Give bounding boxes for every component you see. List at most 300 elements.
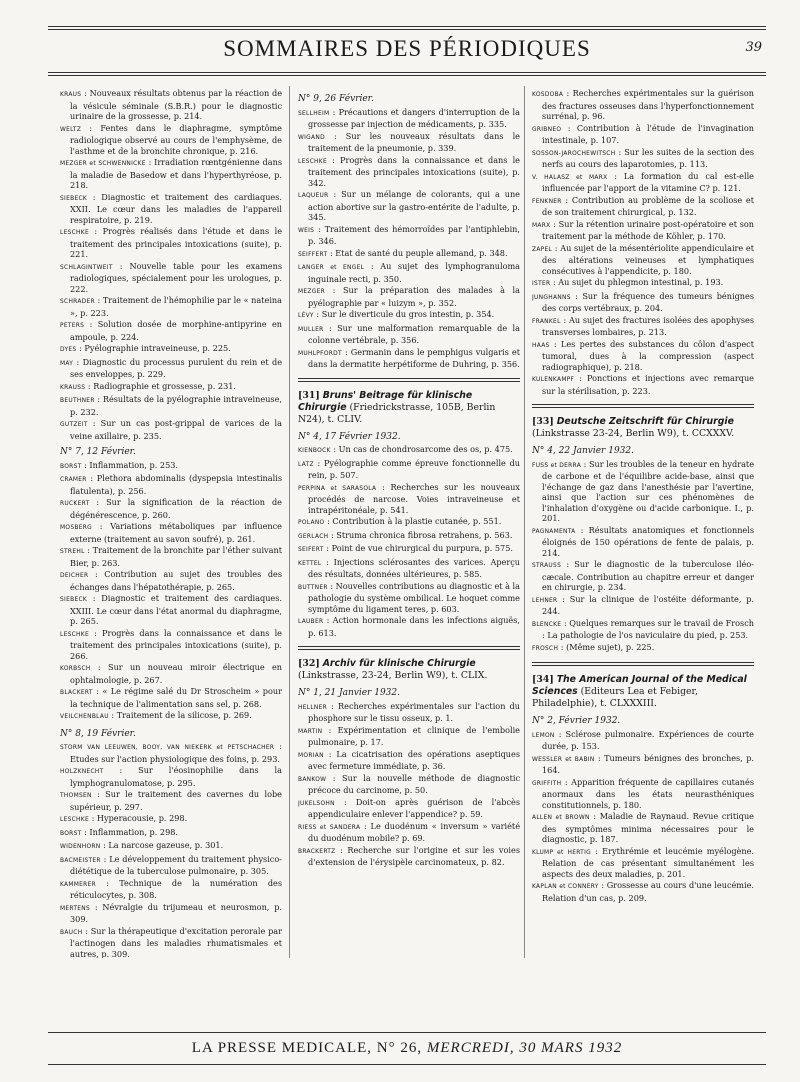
article-entry: [60, 878, 282, 901]
article-entry: [532, 594, 754, 617]
article-author: MEZGER et SCHWENNICKE: [60, 161, 146, 167]
article-title: : Grossesse au cours d'une leucémie. Relation d'un cas, p. 209.: [542, 880, 754, 903]
article-entry: [298, 131, 520, 154]
article-author: STRAUSS: [532, 563, 562, 569]
article-author: KAPLAN et CONNERY: [532, 884, 599, 890]
journal-number: [34]: [532, 674, 554, 685]
article-author: SOSSON-JAROCHEWITSCH: [532, 150, 616, 157]
article-author: MARTIN: [298, 728, 323, 735]
article-entry: [298, 845, 520, 868]
article-title: : Résultats anatomiques et fonctionnels éloignés de 150 opérations de fente de palais, p. 214.: [542, 524, 754, 558]
article-title: : « Le régime salé du Dr Stroscheim » pour la technique de l'alimentation sans sel, p. 268.: [70, 686, 282, 709]
article-entry: [60, 593, 282, 627]
article-entry: [60, 686, 282, 709]
article-entry: [60, 460, 282, 473]
article-entry: [532, 618, 754, 641]
article-title: : Action hormonale dans les infections aiguës, p. 613.: [308, 615, 520, 638]
footer-rule: [48, 1064, 766, 1065]
article-entry: [298, 543, 520, 556]
article-title: : Traitement de la silicose, p. 269.: [108, 710, 252, 720]
article-entry: [532, 459, 754, 524]
article-title: : Germanin dans le pemphigus vulgaris et dans la dermatite herpétiforme de Duhring, p. 356.: [308, 346, 520, 369]
article-author: SEIFERT: [298, 547, 324, 553]
article-title: : Apparition fréquente de capillaires cutanés anormaux dans les états neurasthéniques constitutionnels, p. 180.: [542, 776, 754, 810]
article-entry: [60, 741, 282, 764]
article-author: LESCHKE: [60, 817, 89, 823]
article-entry: [532, 880, 754, 903]
article-title: : Sur un mélange de colorants, qui a une action abortive sur la gastro-entérite de l'adulte, p. 345.: [308, 189, 520, 222]
article-title: : Technique de la numération des réticulocytes, p. 308.: [70, 877, 282, 900]
article-author: KULENKAMPF: [532, 377, 575, 383]
article-entry: [532, 291, 754, 314]
article-entry: [532, 753, 754, 776]
article-author: PETERS: [60, 323, 85, 329]
article-entry: [60, 357, 282, 380]
article-title: : Le développement du traitement physico-diététique de la tuberculose pulmonaire, p. 305.: [70, 853, 282, 876]
article-author: RUCKERT: [60, 501, 90, 507]
header-rule: [48, 72, 766, 73]
article-title: : Névralgie du trijumeau et neurosmon, p. 309.: [70, 901, 282, 924]
article-author: DEICHER: [60, 573, 89, 579]
article-title: : Contribution au problème de la scoliose et de son traitement chirurgical, p. 132.: [542, 194, 754, 217]
article-author: MERTENS: [60, 905, 91, 912]
article-entry: [532, 525, 754, 559]
article-entry: [60, 319, 282, 342]
article-title: : Point de vue chirurgical du purpura, p. 575.: [323, 543, 513, 553]
issue-heading: N° 9, 26 Février.: [298, 94, 374, 104]
article-author: SCHRADER: [60, 299, 95, 305]
article-entry: [60, 123, 282, 157]
issue-heading: N° 4, 22 Janvier 1932.: [532, 446, 634, 456]
column-1: [60, 88, 282, 958]
article-title: : Erythrémie et leucémie myélogène. Relation de cas présentant simultanément les aspects des deux maladies, p. 201.: [542, 845, 754, 879]
article-entry: [532, 88, 754, 122]
article-author: KLUMP et HERTIG: [532, 849, 591, 856]
article-title: : Diagnostic et traitement des cardiaques. XXII. Le cœur dans les maladies de l'appareil respiratoire, p. 219.: [70, 191, 282, 225]
article-title: : Sur la rétention urinaire post-opératoire et son traitement par la méthode de Köhler, p. 170.: [542, 218, 754, 241]
article-entry: [60, 827, 282, 840]
article-entry: [298, 261, 520, 284]
article-entry: [532, 219, 754, 242]
header-rule: [48, 75, 766, 76]
article-entry: [60, 473, 282, 496]
article-author: WESSLER et BABIN: [532, 756, 595, 763]
article-author: FRANKEL: [532, 318, 561, 325]
article-title: : Sur la signification de la réaction de dégénérescence, p. 260.: [70, 497, 282, 520]
article-author: JUNGHANNS: [532, 294, 571, 301]
article-author: LATZ: [298, 461, 314, 468]
article-author: KRAUSS: [60, 384, 86, 391]
article-entry: [60, 628, 282, 662]
article-author: GRIBNEO: [532, 126, 562, 133]
article-author: CRAMER: [60, 477, 87, 483]
article-entry: [60, 569, 282, 592]
article-entry: [298, 189, 520, 223]
article-title: : Contribution à l'étude de l'invagination intestinale, p. 107.: [542, 122, 754, 145]
article-title: : Sur un nouveau miroir électrique en ophtalmologie, p. 267.: [70, 662, 282, 685]
article-title: : Contribution à la plastie cutanée, p. 551.: [324, 516, 502, 526]
article-entry: [298, 107, 520, 130]
journal-heading: [298, 658, 520, 682]
issue-heading: N° 4, 17 Février 1932.: [298, 431, 401, 442]
article-entry: [532, 123, 754, 146]
article-title: : Expérimentation et clinique de l'embolie pulmonaire, p. 17.: [308, 724, 520, 747]
article-entry: [298, 248, 520, 261]
section-rule: [298, 378, 520, 382]
article-title: : Recherche sur l'origine et sur les voies d'extension de l'érysipèle carcinomateux, p. 82.: [308, 844, 520, 867]
article-author: SIEBECK: [60, 195, 88, 202]
article-author: MUHLPFORDT: [298, 350, 342, 357]
journal-details: (Linkstrasse 23-24, Berlin W9), t. CCXXXV.: [532, 428, 735, 439]
article-title: : Struma chronica fibrosa retrahens, p. 563.: [328, 529, 513, 540]
footer-journal: LA PRESSE MEDICALE,: [191, 1040, 373, 1056]
article-title: : Traitement des hémorroïdes par l'antiphlebin, p. 346.: [308, 223, 520, 246]
article-title: : Etudes sur l'action physiologique des foins, p. 293.: [70, 741, 282, 764]
article-author: MOSBERG: [60, 525, 92, 531]
article-title: : Progrès réalisés dans l'étude et dans le traitement des principales intoxications (suite), p. 221.: [70, 226, 282, 259]
article-author: BLENCKE: [532, 621, 562, 628]
article-author: BORST: [60, 463, 82, 470]
section-rule: [532, 662, 754, 666]
article-author: MEZGER: [298, 289, 326, 295]
article-entry: [298, 309, 520, 322]
article-author: PAGNAMENTA: [532, 528, 576, 535]
page-footer: [48, 1040, 766, 1057]
footer-date: 30 MARS 1932: [519, 1040, 623, 1056]
article-entry: [532, 642, 754, 655]
article-title: : Recherches expérimentales sur l'action du phosphore sur le tissu osseux, p. 1.: [308, 700, 520, 723]
article-author: WIGAND: [298, 134, 325, 141]
article-entry: [60, 926, 282, 959]
journal-heading: [532, 416, 754, 440]
article-entry: [60, 418, 282, 441]
article-entry: [298, 224, 520, 247]
article-author: STREHL: [60, 549, 85, 555]
article-title: : Un cas de chondrosarcome des os, p. 475.: [330, 444, 513, 454]
article-title: : Doit-on après guérison de l'abcès appendiculaire enlever l'appendice? p. 59.: [308, 796, 520, 819]
article-entry: [298, 285, 520, 308]
article-entry: [532, 811, 754, 845]
article-title: : Sur le diverticule du gros intestin, p. 354.: [313, 309, 495, 319]
article-title: : Au sujet des fractures isolées des apophyses transverses lombaires, p. 213.: [542, 314, 754, 337]
article-entry: [298, 458, 520, 481]
article-entry: [60, 521, 282, 544]
article-title: : Progrès dans la connaissance et dans le traitement des principales intoxications (suite), p. 342.: [308, 154, 520, 188]
article-title: : (Même sujet), p. 225.: [558, 641, 655, 652]
article-title: : Plethora abdominalis (dyspepsia intestinalis flatulenta), p. 256.: [70, 473, 282, 496]
article-author: ALLEN et BROWN: [532, 815, 590, 821]
article-author: BEUTHNER: [60, 398, 95, 404]
article-entry: [60, 157, 282, 191]
article-entry: [532, 777, 754, 811]
journal-heading: [298, 390, 520, 426]
article-entry: [298, 482, 520, 516]
article-title: : Résultats de la pyélographie intraveineuse, p. 232.: [70, 394, 282, 417]
article-entry: [60, 765, 282, 788]
article-author: HAAS: [532, 342, 550, 349]
article-entry: [298, 749, 520, 772]
article-title: : Injections sclérosantes des varices. Aperçu des résultats, données ultérieures, p. 585.: [308, 556, 520, 579]
article-title: : La formation du cal est-elle influencée par l'apport de la vitamine C? p. 121.: [542, 170, 754, 193]
article-entry: [60, 88, 282, 122]
page-title: SOMMAIRES DES PÉRIODIQUES: [223, 36, 591, 61]
article-entry: [298, 530, 520, 543]
article-title: : Nouvelles contributions au diagnostic et à la pathologie du système ombilical. Le hoquet comme symptôme du ligament teres, p. 603.: [308, 580, 520, 614]
issue-heading: N° 2, Février 1932.: [532, 716, 621, 726]
article-author: BLACKERT: [60, 690, 93, 696]
article-title: : Radiographie et grossesse, p. 231.: [85, 380, 236, 391]
article-title: : Sur une malformation remarquable de la colonne vertébrale, p. 356.: [308, 322, 520, 345]
top-rule: [48, 26, 766, 27]
article-author: V. HALASZ et MARX: [532, 174, 608, 181]
article-entry: [60, 261, 282, 295]
article-entry: [60, 789, 282, 812]
article-entry: [298, 347, 520, 370]
article-entry: [532, 147, 754, 170]
article-title: : Progrès dans la connaissance et dans le traitement des principales intoxications (suite), p. 266.: [70, 627, 282, 661]
article-author: THOMSEN: [60, 793, 92, 799]
article-title: : Sur les nouveaux résultats dans le traitement de la pneumonie, p. 339.: [308, 130, 520, 153]
article-author: HELLNER: [298, 704, 328, 711]
article-title: : Sur le traitement des cavernes du lobe supérieur, p. 297.: [70, 789, 282, 812]
article-author: WELTZ: [60, 126, 82, 133]
article-title: : Maladie de Raynaud. Revue critique des symptômes minima nécessaires pour le diagnostic, p. 187.: [542, 811, 754, 844]
article-author: GRIFFITH: [532, 780, 562, 787]
journal-details: (Friedrickstrasse, 105B, Berlin N24), t. CLIV.: [298, 401, 496, 425]
article-entry: [60, 497, 282, 520]
article-title: : Sclérose pulmonaire. Expériences de courte durée, p. 153.: [542, 728, 754, 751]
article-entry: [60, 813, 282, 826]
article-author: BUTTNER: [298, 584, 328, 591]
article-author: MULLER: [298, 326, 324, 333]
article-author: FROSCH: [532, 645, 559, 652]
article-entry: [532, 315, 754, 338]
article-title: : Variations métaboliques par influence externe (traitement au savon soufré), p. 261.: [70, 521, 282, 544]
article-author: LESCHKE: [60, 230, 89, 236]
article-title: : Diagnostic et traitement des cardiaques. XXIII. Le cœur dans l'état anormal du diaphragme, p. 265.: [70, 593, 282, 626]
article-author: LAUBER: [298, 619, 324, 625]
article-title: : Solution dosée de morphine-antipyrine en ampoule, p. 224.: [70, 319, 282, 342]
article-title: : Nouveaux résultats obtenus par la réaction de la vésicule séminale (S.B.R.) pour le diagnostic urinaire de la grossesse, p. 214.: [70, 88, 282, 121]
top-rule: [48, 29, 766, 30]
article-author: MAY: [60, 360, 74, 367]
article-title: : Fentes dans le diaphragme, symptôme radiologique observé au cours de l'emphysème, de l'asthme et de la bronchite chronique, p. 216.: [70, 122, 282, 156]
article-author: MARX: [532, 222, 551, 229]
column-divider: [289, 86, 290, 958]
article-author: LÉVY: [298, 313, 314, 319]
article-author: KRAUS: [60, 92, 82, 98]
article-title: : Sur un cas post-grippal de varices de la veine axillaire, p. 235.: [70, 418, 282, 441]
article-entry: [298, 557, 520, 580]
article-title: : Pyélographie comme épreuve fonctionnelle du rein, p. 507.: [308, 457, 520, 480]
article-author: FENKNER: [532, 198, 562, 205]
journal-name: Archiv für klinische Chirurgie: [322, 658, 476, 669]
article-title: : Etat de santé du peuple allemand, p. 348.: [327, 247, 508, 258]
article-entry: [532, 171, 754, 194]
page-number: 39: [745, 40, 762, 55]
article-entry: [298, 725, 520, 748]
journal-number: [32]: [298, 658, 320, 669]
article-entry: [298, 615, 520, 638]
article-entry: [532, 243, 754, 277]
article-entry: [298, 155, 520, 189]
section-rule: [532, 404, 754, 408]
issue-heading: N° 7, 12 Février.: [60, 447, 136, 457]
article-author: HOLZKNECHT: [60, 769, 104, 775]
article-author: LESCHKE: [298, 158, 327, 165]
article-author: KIENBOCK: [298, 448, 331, 454]
article-title: : La cicatrisation des opérations aseptiques avec fermeture immédiate, p. 36.: [308, 748, 520, 771]
article-title: : Hyperacousie, p. 298.: [88, 813, 188, 823]
article-title: : Les pertes des substances du côlon d'aspect tumoral, dues à la compression (aspect radiographique), p. 218.: [542, 338, 754, 372]
article-author: STORM VAN LEEUWEN, BOOY, VAN NIEKERK et PETSCHACHER: [60, 745, 275, 751]
article-author: MORIAN: [298, 752, 324, 759]
article-title: : Au sujet de la mésentériolite appendiculaire et des altérations veineuses et lymphatiques consécutives à l'appendicite, p. 180.: [542, 242, 754, 276]
article-author: SELLHEIM: [298, 110, 330, 117]
article-title: : Quelques remarques sur le travail de Frosch : La pathologie de l'os naviculaire du pied, p. 253.: [542, 617, 754, 640]
article-author: ZAPEL: [532, 246, 553, 253]
journal-number: [33]: [532, 416, 554, 427]
article-title: : Recherches expérimentales sur la guérison des fractures osseuses dans l'hyperfonctionnement surrénal, p. 96.: [542, 88, 754, 121]
article-title: : Sur la préparation des malades à la pyélographie par « luizym », p. 352.: [308, 285, 520, 308]
article-entry: [532, 559, 754, 593]
article-entry: [60, 662, 282, 685]
article-title: : Nouvelle table pour les examens radiologiques, spécialement pour les urologues, p. 222.: [70, 260, 282, 294]
article-author: LANGER et ENGEL: [298, 265, 365, 271]
article-title: : Traitement de l'hémophilie par le « nateina », p. 223.: [70, 295, 282, 318]
article-title: : Pyélographie intraveineuse, p. 225.: [76, 343, 231, 353]
journal-name: Bruns' Beitrage für klinische Chirurgie: [298, 389, 473, 413]
article-entry: [298, 797, 520, 820]
article-author: KETTEL: [298, 560, 322, 567]
journal-details: (Linkstrasse, 23-24, Berlin W9), t. CLIX.: [298, 670, 488, 681]
article-entry: [60, 710, 282, 723]
article-entry: [298, 701, 520, 724]
article-entry: [298, 444, 520, 457]
footer-number: N° 26,: [376, 1040, 423, 1056]
article-author: KAMMERER: [60, 881, 96, 888]
article-author: BRACKERTZ: [298, 848, 336, 855]
article-author: LEHNER: [532, 597, 558, 604]
article-author: WEIS: [298, 227, 315, 234]
column-2: [298, 88, 520, 958]
article-entry: [298, 773, 520, 796]
article-title: : Sur la thérapeutique d'excitation perorale par l'actinogen dans les maladies rhumatismales et autres, p. 309.: [70, 925, 282, 958]
article-entry: [60, 545, 282, 568]
article-author: SIEBECK: [60, 597, 88, 603]
article-title: : Diagnostic du processus purulent du rein et de ses enveloppes, p. 229.: [70, 356, 282, 379]
article-author: LESCHKE: [60, 631, 89, 638]
footer-rule: [48, 1032, 766, 1033]
article-author: PERPINA et SARASOLA: [298, 485, 377, 492]
article-author: RIESS et SANDERA: [298, 824, 361, 831]
page-header: [48, 36, 766, 66]
article-title: : Sur l'éosinophilie dans la lymphogranulomatose, p. 295.: [70, 765, 282, 788]
article-author: KOSDOBA: [532, 92, 564, 98]
journal-details: (Editeurs Lea et Febiger, Philadelphie), t. CLXXXIII.: [532, 686, 698, 709]
article-entry: [298, 821, 520, 844]
article-title: : Au sujet du phlegmon intestinal, p. 193.: [550, 277, 724, 287]
article-title: : Inflammation, p. 253.: [81, 459, 178, 470]
article-author: WIDENHORN: [60, 844, 101, 850]
article-entry: [60, 343, 282, 356]
article-title: : La narcose gazeuse, p. 301.: [100, 840, 224, 850]
article-entry: [60, 226, 282, 260]
article-title: : Sur la clinique de l'ostéite déformante, p. 244.: [542, 593, 754, 616]
article-title: : Sur la nouvelle méthode de diagnostic précoce du carcinome, p. 50.: [308, 772, 520, 795]
article-author: LAQUEUR: [298, 193, 329, 199]
article-author: BORST: [60, 830, 82, 837]
article-title: : Ponctions et injections avec remarque sur la stérilisation, p. 223.: [542, 373, 754, 396]
article-title: : Précautions et dangers d'interruption de la grossesse par injection de médicaments, p. 335.: [308, 106, 520, 129]
journal-name: Deutsche Zeitschrift für Chirurgie: [556, 416, 734, 427]
article-author: BAUCH: [60, 929, 83, 936]
article-title: : Tumeurs bénignes des bronches, p. 164.: [542, 752, 754, 775]
article-title: : Sur les suites de la section des nerfs au cours des laparotomies, p. 113.: [542, 146, 754, 169]
article-entry: [298, 516, 520, 529]
article-author: SEIFFERT: [298, 251, 328, 258]
article-author: VEILCHENBLAU: [60, 714, 109, 720]
article-entry: [532, 729, 754, 752]
article-entry: [532, 846, 754, 880]
article-title: : Sur le diagnostic de la tuberculose iléo-cæcale. Contribution au chapitre erreur et danger en chirurgie, p. 234.: [542, 559, 754, 592]
journal-number: [31]: [298, 389, 320, 401]
article-author: POLANO: [298, 520, 325, 526]
journal-name: The American Journal of the Medical Sciences: [532, 674, 747, 697]
article-entry: [60, 295, 282, 318]
article-title: : Irradiation rœntgénienne dans la maladie de Basedow et dans l'hyperthyréose, p. 218.: [70, 157, 282, 190]
article-author: KORBSCH: [60, 666, 91, 672]
column-divider: [524, 86, 525, 958]
article-author: JUKELSOHN: [298, 800, 335, 807]
article-title: : Inflammation, p. 298.: [81, 826, 178, 837]
article-entry: [298, 581, 520, 615]
article-entry: [60, 902, 282, 925]
journal-heading: [532, 674, 754, 710]
article-entry: [60, 381, 282, 394]
article-entry: [60, 854, 282, 877]
footer-day: MERCREDI,: [426, 1040, 515, 1056]
article-author: LEMON: [532, 732, 555, 739]
article-author: SCHLAGINTWEIT: [60, 264, 113, 271]
article-title: : Sur les troubles de la teneur en hydrate de carbone et de l'équilibre acide-base, ainsi que l'échange de gaz dans l'anesthésie par l'avertine, ainsi que l'action sur ces phénomènes de l'inhalation d'oxygène ou d'acide carbonique. I., p. 201.: [542, 458, 754, 523]
article-title: : Le duodénum « inversum » variété du duodénum mobile? p. 69.: [308, 820, 520, 843]
article-entry: [60, 192, 282, 226]
article-author: DYES: [60, 347, 77, 353]
article-entry: [60, 394, 282, 417]
article-title: : Au sujet des lymphogranuloma inguinale recti, p. 350.: [308, 261, 520, 284]
article-author: BANKOW: [298, 776, 327, 783]
article-title: : Contribution au sujet des troubles des échanges dans l'hépatothérapie, p. 265.: [70, 569, 282, 592]
section-rule: [298, 646, 520, 650]
article-entry: [532, 339, 754, 373]
article-title: : Recherches sur les nouveaux procédés de narcose. Voies intraveineuse et intrapéritonéale, p. 541.: [308, 481, 520, 515]
article-author: BACMEISTER: [60, 857, 101, 864]
article-entry: [532, 277, 754, 290]
article-title: : Sur la fréquence des tumeurs bénignes des corps vertébraux, p. 204.: [542, 290, 754, 313]
article-author: GERLACH: [298, 533, 329, 540]
article-entry: [532, 195, 754, 218]
column-3: [532, 88, 754, 958]
article-author: GUTZEIT: [60, 422, 88, 428]
article-title: : Traitement de la bronchite par l'éther suivant Bier, p. 263.: [70, 545, 282, 568]
article-author: ISTER: [532, 281, 551, 287]
issue-heading: N° 1, 21 Janvier 1932.: [298, 688, 400, 698]
issue-heading: N° 8, 19 Février.: [60, 728, 136, 739]
article-entry: [298, 323, 520, 346]
article-author: FUSS et DERRA: [532, 462, 582, 469]
article-entry: [532, 373, 754, 396]
